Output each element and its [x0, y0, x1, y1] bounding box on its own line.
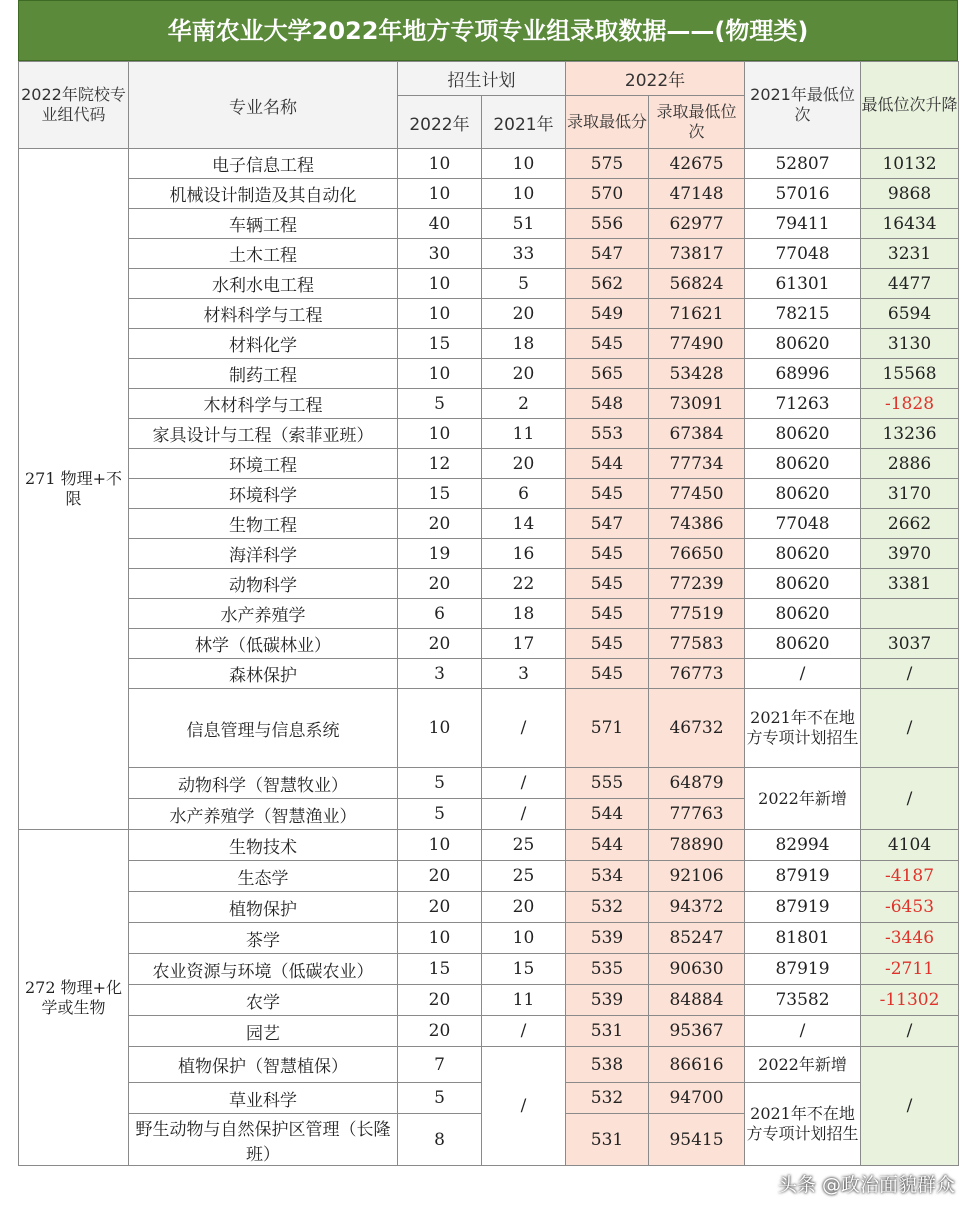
header-plan: 招生计划 — [398, 62, 566, 96]
rank-change-cell: -1828 — [861, 389, 959, 419]
table-row — [19, 923, 959, 954]
min-score-cell: 547 — [566, 239, 649, 269]
major-name-cell: 农业资源与环境（低碳农业） — [129, 954, 398, 985]
min-score-cell: 544 — [566, 830, 649, 861]
table-row — [19, 830, 959, 861]
admission-table-frame — [18, 0, 958, 1166]
major-name-cell: 生态学 — [129, 861, 398, 892]
plan-2021-cell: / — [482, 689, 566, 768]
min-rank-2021-cell: 80620 — [745, 419, 861, 449]
major-name-cell: 野生动物与自然保护区管理（长隆班） — [129, 1114, 398, 1166]
plan-2021-cell: 16 — [482, 539, 566, 569]
table-row — [19, 629, 959, 659]
plan-2021-cell: 14 — [482, 509, 566, 539]
min-score-cell: 535 — [566, 954, 649, 985]
rank-change-cell: 13236 — [861, 419, 959, 449]
min-rank-cell: 47148 — [649, 179, 745, 209]
min-score-cell: 555 — [566, 768, 649, 799]
min-rank-cell: 77490 — [649, 329, 745, 359]
major-name-cell: 车辆工程 — [129, 209, 398, 239]
min-rank-cell: 53428 — [649, 359, 745, 389]
plan-2022-cell: 10 — [398, 419, 482, 449]
group-code-cell: 272 物理+化学或生物 — [19, 830, 129, 1166]
min-score-cell: 571 — [566, 689, 649, 768]
table-row — [19, 149, 959, 179]
rank-change-cell: -2711 — [861, 954, 959, 985]
min-rank-2021-cell: 71263 — [745, 389, 861, 419]
header-plan-2022: 2022年 — [398, 96, 482, 149]
min-score-cell: 545 — [566, 569, 649, 599]
min-rank-cell: 94700 — [649, 1083, 745, 1114]
major-name-cell: 水产养殖学 — [129, 599, 398, 629]
table-row — [19, 1016, 959, 1047]
table-row — [19, 209, 959, 239]
min-rank-2021-cell: 2022年新增 — [745, 768, 861, 830]
table-row — [19, 509, 959, 539]
min-rank-cell: 86616 — [649, 1047, 745, 1083]
min-rank-cell: 64879 — [649, 768, 745, 799]
major-name-cell: 木材科学与工程 — [129, 389, 398, 419]
rank-change-cell: 3970 — [861, 539, 959, 569]
admission-table — [18, 61, 959, 1166]
min-rank-cell: 94372 — [649, 892, 745, 923]
plan-2022-cell: 40 — [398, 209, 482, 239]
min-rank-cell: 73091 — [649, 389, 745, 419]
min-score-cell: 562 — [566, 269, 649, 299]
min-score-cell: 545 — [566, 329, 649, 359]
major-name-cell: 生物技术 — [129, 830, 398, 861]
min-rank-cell: 62977 — [649, 209, 745, 239]
min-rank-cell: 92106 — [649, 861, 745, 892]
header-min-score: 录取最低分 — [566, 96, 649, 149]
min-score-cell: 532 — [566, 1083, 649, 1114]
rank-change-cell: -4187 — [861, 861, 959, 892]
min-score-cell: 531 — [566, 1016, 649, 1047]
header-major: 专业名称 — [129, 62, 398, 149]
min-score-cell: 549 — [566, 299, 649, 329]
major-name-cell: 动物科学（智慧牧业） — [129, 768, 398, 799]
header-plan-2021: 2021年 — [482, 96, 566, 149]
min-rank-cell: 90630 — [649, 954, 745, 985]
major-name-cell: 动物科学 — [129, 569, 398, 599]
min-score-cell: 539 — [566, 923, 649, 954]
rank-change-cell: 4477 — [861, 269, 959, 299]
min-rank-2021-cell: 77048 — [745, 509, 861, 539]
min-rank-2021-cell: / — [745, 1016, 861, 1047]
header-year-2022: 2022年 — [566, 62, 745, 96]
major-name-cell: 信息管理与信息系统 — [129, 689, 398, 768]
min-score-cell: 545 — [566, 479, 649, 509]
min-rank-2021-cell: 80620 — [745, 329, 861, 359]
table-row — [19, 689, 959, 768]
major-name-cell: 植物保护（智慧植保） — [129, 1047, 398, 1083]
min-rank-cell: 85247 — [649, 923, 745, 954]
plan-2021-cell: 6 — [482, 479, 566, 509]
rank-change-cell: / — [861, 768, 959, 830]
min-rank-2021-cell: 80620 — [745, 599, 861, 629]
min-rank-2021-cell: 87919 — [745, 954, 861, 985]
rank-change-cell: 3231 — [861, 239, 959, 269]
table-body — [19, 149, 959, 1166]
major-name-cell: 机械设计制造及其自动化 — [129, 179, 398, 209]
min-rank-cell: 95415 — [649, 1114, 745, 1166]
plan-2021-cell: 18 — [482, 329, 566, 359]
major-name-cell: 土木工程 — [129, 239, 398, 269]
major-name-cell: 林学（低碳林业） — [129, 629, 398, 659]
min-rank-2021-cell: 82994 — [745, 830, 861, 861]
min-rank-2021-cell: 87919 — [745, 861, 861, 892]
min-score-cell: 545 — [566, 659, 649, 689]
min-rank-2021-cell: 57016 — [745, 179, 861, 209]
min-score-cell: 556 — [566, 209, 649, 239]
rank-change-cell: 6594 — [861, 299, 959, 329]
table-row — [19, 768, 959, 799]
plan-2022-cell: 12 — [398, 449, 482, 479]
min-score-cell: 532 — [566, 892, 649, 923]
plan-2021-cell: 17 — [482, 629, 566, 659]
watermark: 头条 @政治面貌群众 — [777, 1174, 955, 1196]
table-row — [19, 269, 959, 299]
plan-2021-cell: 5 — [482, 269, 566, 299]
plan-2021-cell: / — [482, 768, 566, 799]
table-row — [19, 449, 959, 479]
plan-2021-cell: 10 — [482, 149, 566, 179]
plan-2022-cell: 20 — [398, 509, 482, 539]
min-rank-cell: 42675 — [649, 149, 745, 179]
plan-2021-cell: / — [482, 799, 566, 830]
plan-2021-cell: 18 — [482, 599, 566, 629]
min-rank-cell: 76773 — [649, 659, 745, 689]
min-score-cell: 575 — [566, 149, 649, 179]
min-rank-2021-cell: 80620 — [745, 569, 861, 599]
plan-2021-cell: 11 — [482, 985, 566, 1016]
rank-change-cell: -6453 — [861, 892, 959, 923]
min-rank-2021-cell: 77048 — [745, 239, 861, 269]
plan-2021-cell: 10 — [482, 923, 566, 954]
min-rank-2021-cell: 80620 — [745, 479, 861, 509]
plan-2021-cell: 25 — [482, 861, 566, 892]
plan-2021-cell: 15 — [482, 954, 566, 985]
min-rank-cell: 84884 — [649, 985, 745, 1016]
rank-change-cell: 2886 — [861, 449, 959, 479]
min-score-cell: 547 — [566, 509, 649, 539]
plan-2021-cell: 20 — [482, 892, 566, 923]
plan-2022-cell: 20 — [398, 1016, 482, 1047]
plan-2022-cell: 5 — [398, 389, 482, 419]
rank-change-cell: 9868 — [861, 179, 959, 209]
min-rank-cell: 67384 — [649, 419, 745, 449]
min-rank-2021-cell: 2021年不在地方专项计划招生 — [745, 1083, 861, 1166]
min-score-cell: 538 — [566, 1047, 649, 1083]
major-name-cell: 材料科学与工程 — [129, 299, 398, 329]
plan-2021-cell: / — [482, 1016, 566, 1047]
plan-2022-cell: 5 — [398, 799, 482, 830]
table-row — [19, 299, 959, 329]
min-score-cell: 545 — [566, 629, 649, 659]
min-rank-2021-cell: 80620 — [745, 449, 861, 479]
rank-change-cell: 3170 — [861, 479, 959, 509]
plan-2021-cell: 20 — [482, 359, 566, 389]
plan-2021-cell: 20 — [482, 299, 566, 329]
rank-change-cell: 2662 — [861, 509, 959, 539]
min-rank-2021-cell: 2021年不在地方专项计划招生 — [745, 689, 861, 768]
min-score-cell: 539 — [566, 985, 649, 1016]
plan-2022-cell: 20 — [398, 629, 482, 659]
major-name-cell: 园艺 — [129, 1016, 398, 1047]
min-rank-cell: 78890 — [649, 830, 745, 861]
rank-change-cell: 3037 — [861, 629, 959, 659]
plan-2022-cell: 10 — [398, 359, 482, 389]
min-rank-cell: 71621 — [649, 299, 745, 329]
major-name-cell: 材料化学 — [129, 329, 398, 359]
rank-change-cell: / — [861, 1047, 959, 1166]
min-rank-2021-cell: 79411 — [745, 209, 861, 239]
min-score-cell: 544 — [566, 449, 649, 479]
plan-2022-cell: 5 — [398, 768, 482, 799]
min-rank-2021-cell: 61301 — [745, 269, 861, 299]
plan-2021-cell: 22 — [482, 569, 566, 599]
major-name-cell: 农学 — [129, 985, 398, 1016]
table-row — [19, 359, 959, 389]
plan-2022-cell: 20 — [398, 892, 482, 923]
major-name-cell: 草业科学 — [129, 1083, 398, 1114]
plan-2022-cell: 10 — [398, 269, 482, 299]
table-row — [19, 569, 959, 599]
min-rank-cell: 74386 — [649, 509, 745, 539]
rank-change-cell: -11302 — [861, 985, 959, 1016]
table-row — [19, 861, 959, 892]
min-rank-cell: 77519 — [649, 599, 745, 629]
header-rank-change: 最低位次升降 — [861, 62, 959, 149]
min-score-cell: 531 — [566, 1114, 649, 1166]
header-group-code: 2022年院校专业组代码 — [19, 62, 129, 149]
rank-change-cell: 16434 — [861, 209, 959, 239]
major-name-cell: 家具设计与工程（索菲亚班） — [129, 419, 398, 449]
min-score-cell: 553 — [566, 419, 649, 449]
major-name-cell: 环境科学 — [129, 479, 398, 509]
rank-change-cell — [861, 599, 959, 629]
min-rank-cell: 77583 — [649, 629, 745, 659]
major-name-cell: 水利水电工程 — [129, 269, 398, 299]
major-name-cell: 电子信息工程 — [129, 149, 398, 179]
major-name-cell: 茶学 — [129, 923, 398, 954]
major-name-cell: 制药工程 — [129, 359, 398, 389]
min-rank-2021-cell: 52807 — [745, 149, 861, 179]
min-rank-2021-cell: / — [745, 659, 861, 689]
major-name-cell: 生物工程 — [129, 509, 398, 539]
plan-2022-cell: 5 — [398, 1083, 482, 1114]
plan-2022-cell: 7 — [398, 1047, 482, 1083]
plan-2022-cell: 8 — [398, 1114, 482, 1166]
min-rank-2021-cell: 73582 — [745, 985, 861, 1016]
min-rank-cell: 77763 — [649, 799, 745, 830]
rank-change-cell: / — [861, 689, 959, 768]
min-rank-cell: 77239 — [649, 569, 745, 599]
plan-2022-cell: 20 — [398, 569, 482, 599]
table-row — [19, 892, 959, 923]
table-row — [19, 659, 959, 689]
table-row — [19, 985, 959, 1016]
min-rank-2021-cell: 2022年新增 — [745, 1047, 861, 1083]
plan-2022-cell: 10 — [398, 923, 482, 954]
min-score-cell: 544 — [566, 799, 649, 830]
plan-2022-cell: 15 — [398, 329, 482, 359]
min-rank-cell: 56824 — [649, 269, 745, 299]
rank-change-cell: / — [861, 659, 959, 689]
min-rank-cell: 77734 — [649, 449, 745, 479]
rank-change-cell: 3130 — [861, 329, 959, 359]
plan-2022-cell: 3 — [398, 659, 482, 689]
table-row — [19, 389, 959, 419]
plan-2021-cell: 20 — [482, 449, 566, 479]
plan-2021-cell: 33 — [482, 239, 566, 269]
table-row — [19, 179, 959, 209]
min-score-cell: 545 — [566, 539, 649, 569]
min-rank-2021-cell: 68996 — [745, 359, 861, 389]
table-row — [19, 419, 959, 449]
rank-change-cell: 10132 — [861, 149, 959, 179]
min-score-cell: 545 — [566, 599, 649, 629]
plan-2022-cell: 10 — [398, 689, 482, 768]
plan-2022-cell: 6 — [398, 599, 482, 629]
major-name-cell: 环境工程 — [129, 449, 398, 479]
plan-2021-cell: 25 — [482, 830, 566, 861]
header-min-rank: 录取最低位次 — [649, 96, 745, 149]
plan-2022-cell: 10 — [398, 179, 482, 209]
min-score-cell: 565 — [566, 359, 649, 389]
plan-2022-cell: 15 — [398, 479, 482, 509]
rank-change-cell: 4104 — [861, 830, 959, 861]
plan-2022-cell: 19 — [398, 539, 482, 569]
table-row — [19, 479, 959, 509]
min-rank-2021-cell: 78215 — [745, 299, 861, 329]
plan-2021-cell: 11 — [482, 419, 566, 449]
table-row — [19, 539, 959, 569]
major-name-cell: 水产养殖学（智慧渔业） — [129, 799, 398, 830]
min-rank-cell: 95367 — [649, 1016, 745, 1047]
header-min-rank-2021: 2021年最低位次 — [745, 62, 861, 149]
rank-change-cell: 15568 — [861, 359, 959, 389]
plan-2021-cell: 2 — [482, 389, 566, 419]
plan-2021-cell: / — [482, 1047, 566, 1166]
min-rank-cell: 46732 — [649, 689, 745, 768]
min-rank-cell: 73817 — [649, 239, 745, 269]
plan-2021-cell: 3 — [482, 659, 566, 689]
min-rank-cell: 76650 — [649, 539, 745, 569]
min-score-cell: 548 — [566, 389, 649, 419]
min-score-cell: 570 — [566, 179, 649, 209]
plan-2022-cell: 10 — [398, 830, 482, 861]
plan-2022-cell: 10 — [398, 299, 482, 329]
rank-change-cell: 3381 — [861, 569, 959, 599]
major-name-cell: 植物保护 — [129, 892, 398, 923]
min-rank-2021-cell: 81801 — [745, 923, 861, 954]
plan-2022-cell: 30 — [398, 239, 482, 269]
rank-change-cell: -3446 — [861, 923, 959, 954]
group-code-cell: 271 物理+不限 — [19, 149, 129, 830]
min-rank-2021-cell: 80620 — [745, 629, 861, 659]
table-row — [19, 239, 959, 269]
min-rank-2021-cell: 80620 — [745, 539, 861, 569]
table-row — [19, 954, 959, 985]
min-rank-cell: 77450 — [649, 479, 745, 509]
table-row — [19, 599, 959, 629]
plan-2021-cell: 10 — [482, 179, 566, 209]
table-title: 华南农业大学2022年地方专项专业组录取数据——(物理类) — [18, 0, 958, 61]
major-name-cell: 森林保护 — [129, 659, 398, 689]
min-rank-2021-cell: 87919 — [745, 892, 861, 923]
plan-2022-cell: 20 — [398, 861, 482, 892]
plan-2021-cell: 51 — [482, 209, 566, 239]
rank-change-cell: / — [861, 1016, 959, 1047]
major-name-cell: 海洋科学 — [129, 539, 398, 569]
plan-2022-cell: 15 — [398, 954, 482, 985]
min-score-cell: 534 — [566, 861, 649, 892]
table-row — [19, 329, 959, 359]
table-row — [19, 1047, 959, 1083]
plan-2022-cell: 20 — [398, 985, 482, 1016]
plan-2022-cell: 10 — [398, 149, 482, 179]
